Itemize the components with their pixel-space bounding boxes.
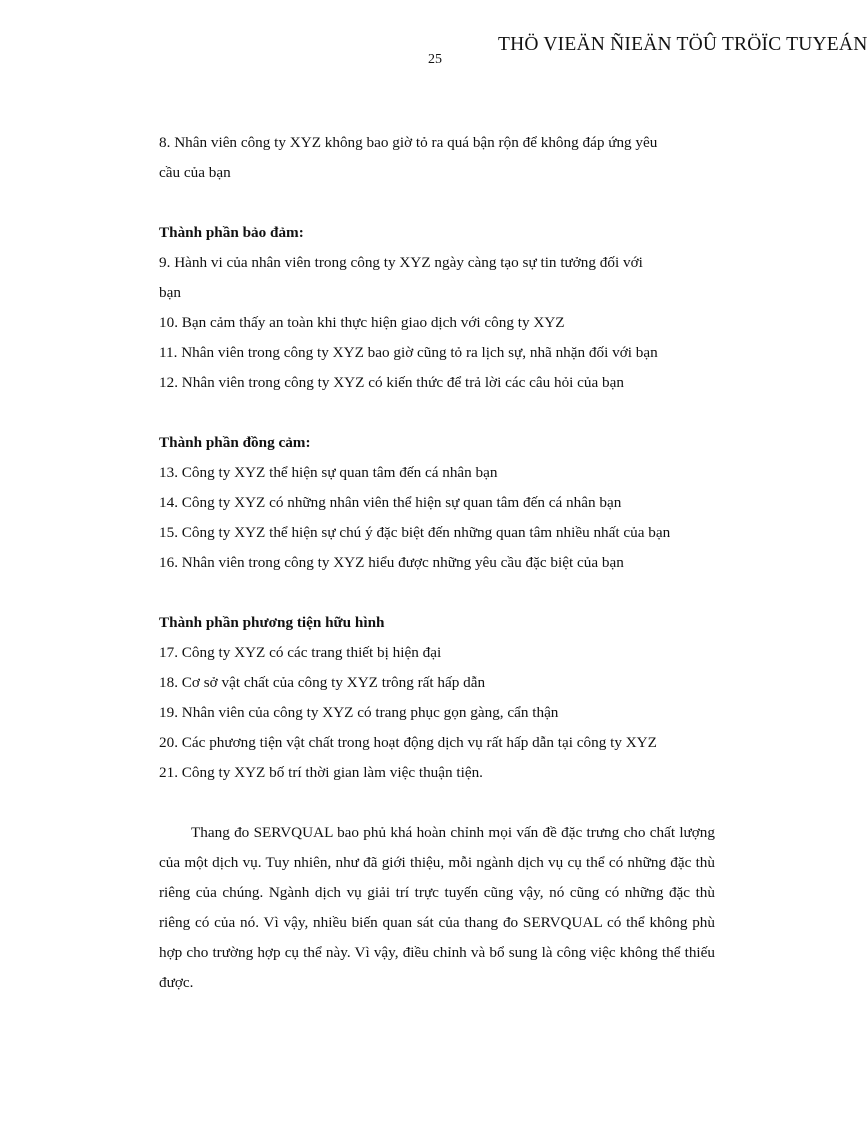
section-title-tangibles: Thành phần phương tiện hữu hình [159, 614, 385, 631]
item-17: 17. Công ty XYZ có các trang thiết bị hiện đại [159, 644, 442, 661]
body-paragraph: Thang đo SERVQUAL bao phủ khá hoàn chỉnh mọi vấn đề đặc trưng cho chất lượng của một dịch vụ. Tuy nhiên, như đã giới thiệu, mỗi ngành dịch vụ cụ thể có những đặc thù riêng của chúng. Ngành dịch vụ giải trí trực tuyến cũng vậy, nó cũng có những đặc thù riêng có của nó. Vì vậy, nhiều biến quan sát của thang đo SERVQUAL có thể không phù hợp cho trường hợp cụ thể này. Vì vậy, điều chỉnh và bổ sung là công việc không thể thiếu được. [159, 824, 715, 991]
page-number: 25 [428, 52, 442, 67]
spacer [159, 398, 715, 428]
item-16: 16. Nhân viên trong công ty XYZ hiểu được những yêu cầu đặc biệt của bạn [159, 554, 624, 571]
item-21: 21. Công ty XYZ bố trí thời gian làm việc thuận tiện. [159, 764, 483, 781]
header-watermark: THÖ VIEÄN ÑIEÄN TÖÛ TRÖÏC TUYEÁN [498, 34, 867, 55]
spacer [159, 578, 715, 608]
section-title-empathy: Thành phần đồng cảm: [159, 434, 311, 451]
item-9-line-2: bạn [159, 284, 181, 301]
item-15: 15. Công ty XYZ thể hiện sự chú ý đặc biệt đến những quan tâm nhiều nhất của bạn [159, 524, 671, 541]
item-9-line-1: 9. Hành vi của nhân viên trong công ty XYZ ngày càng tạo sự tin tưởng đối với [159, 254, 643, 271]
item-19: 19. Nhân viên của công ty XYZ có trang phục gọn gàng, cẩn thận [159, 704, 559, 721]
item-20: 20. Các phương tiện vật chất trong hoạt động dịch vụ rất hấp dẫn tại công ty XYZ [159, 734, 657, 751]
item-8-line-2: cầu của bạn [159, 164, 231, 181]
body-text [159, 128, 715, 998]
item-12: 12. Nhân viên trong công ty XYZ có kiến thức để trả lời các câu hỏi của bạn [159, 374, 624, 391]
item-8-line-1: 8. Nhân viên công ty XYZ không bao giờ tỏ ra quá bận rộn để không đáp ứng yêu [159, 134, 658, 151]
item-10: 10. Bạn cảm thấy an toàn khi thực hiện giao dịch với công ty XYZ [159, 314, 565, 331]
section-title-assurance: Thành phần bảo đảm: [159, 224, 304, 241]
item-18: 18. Cơ sở vật chất của công ty XYZ trông rất hấp dẫn [159, 674, 486, 691]
item-11: 11. Nhân viên trong công ty XYZ bao giờ cũng tỏ ra lịch sự, nhã nhặn đối với bạn [159, 344, 658, 361]
item-13: 13. Công ty XYZ thể hiện sự quan tâm đến cá nhân bạn [159, 464, 498, 481]
spacer [159, 188, 715, 218]
item-14: 14. Công ty XYZ có những nhân viên thể hiện sự quan tâm đến cá nhân bạn [159, 494, 622, 511]
